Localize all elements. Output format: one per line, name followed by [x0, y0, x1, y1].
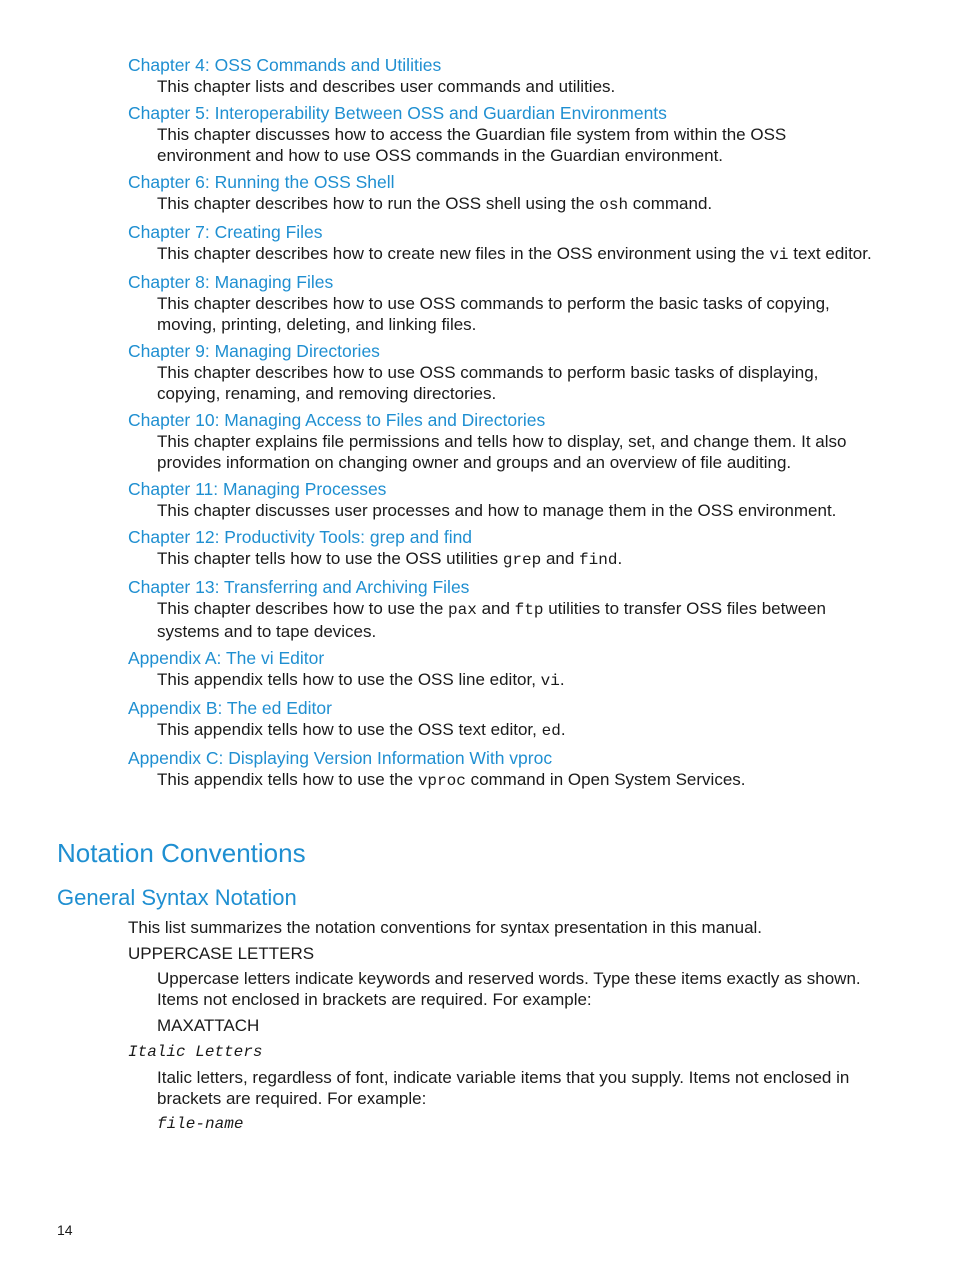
description-text: This appendix tells how to use the	[157, 770, 418, 789]
chapter-description	[157, 362, 878, 404]
command-name: pax	[448, 601, 477, 619]
toc-entry	[128, 171, 878, 216]
command-name: vproc	[417, 772, 466, 790]
toc-entry	[128, 102, 878, 166]
description-text: This chapter discusses user processes and how to manage them in the OSS environment.	[157, 501, 837, 520]
chapter-description	[157, 193, 878, 216]
toc-entry	[128, 340, 878, 404]
command-name: osh	[599, 196, 629, 214]
description-text: This chapter lists and describes user commands and utilities.	[157, 77, 616, 96]
chapter-link[interactable]: Chapter 8: Managing Files	[128, 272, 334, 292]
chapter-description	[157, 598, 878, 642]
toc-entry	[128, 221, 878, 266]
chapter-link[interactable]: Chapter 11: Managing Processes	[128, 479, 387, 499]
description-text: This chapter tells how to use the OSS utilities	[157, 549, 503, 568]
command-name: ed	[541, 722, 561, 740]
chapter-link[interactable]: Chapter 9: Managing Directories	[128, 341, 380, 361]
chapter-description	[157, 669, 878, 692]
italic-description: Italic letters, regardless of font, indicate variable items that you supply. Items not enclosed in brackets are required. For example:	[157, 1068, 850, 1108]
chapter-link[interactable]: Chapter 10: Managing Access to Files and Directories	[128, 410, 546, 430]
description-text: This chapter discusses how to access the Guardian file system from within the OSS environment and how to use OSS commands in the Guardian environment.	[157, 125, 787, 165]
description-text: This chapter describes how to use OSS commands to perform the basic tasks of copying, moving, printing, deleting, and linking files.	[157, 294, 830, 334]
syntax-notation-section	[128, 917, 878, 1141]
chapter-link[interactable]: Appendix A: The vi Editor	[128, 648, 325, 668]
italic-example: file-name	[157, 1115, 244, 1133]
chapter-link[interactable]: Appendix B: The ed Editor	[128, 698, 332, 718]
chapter-description	[157, 293, 878, 335]
toc-entry	[128, 747, 878, 792]
description-text: .	[560, 720, 566, 739]
toc-entry	[128, 526, 878, 571]
chapter-link[interactable]: Chapter 7: Creating Files	[128, 222, 323, 242]
command-name: vi	[540, 672, 560, 690]
toc-entry	[128, 54, 878, 97]
chapter-description	[157, 431, 878, 473]
description-text: This chapter explains file permissions and tells how to display, set, and change them. It also provides information on changing owner and groups and an overview of file auditing.	[157, 432, 847, 472]
toc-entry	[128, 271, 878, 335]
description-text: This chapter describes how to use OSS commands to perform basic tasks of displaying, copying, renaming, and removing directories.	[157, 363, 819, 403]
chapter-link[interactable]: Appendix C: Displaying Version Information With vproc	[128, 748, 553, 768]
command-name: vi	[769, 246, 789, 264]
chapter-description	[157, 719, 878, 742]
chapter-link[interactable]: Chapter 6: Running the OSS Shell	[128, 172, 395, 192]
chapter-description	[157, 500, 878, 521]
description-text: text editor.	[788, 244, 872, 263]
description-text: This appendix tells how to use the OSS text editor,	[157, 720, 542, 739]
description-text: command.	[628, 194, 713, 213]
general-syntax-notation-heading: General Syntax Notation	[57, 885, 297, 910]
description-text: This chapter describes how to create new files in the OSS environment using the	[157, 244, 770, 263]
chapter-link[interactable]: Chapter 5: Interoperability Between OSS and Guardian Environments	[128, 103, 667, 123]
page-number: 14	[57, 1222, 73, 1238]
chapter-description	[157, 548, 878, 571]
command-name: ftp	[514, 601, 544, 619]
description-text: and	[476, 599, 515, 618]
toc-entry	[128, 697, 878, 742]
command-name: grep	[502, 551, 542, 569]
italic-term: Italic Letters	[128, 1043, 263, 1061]
chapter-description	[157, 243, 878, 266]
description-text: This chapter describes how to run the OSS shell using the	[157, 194, 600, 213]
description-text: command in Open System Services.	[465, 770, 746, 789]
chapter-description	[157, 76, 878, 97]
description-text: This chapter describes how to use the	[157, 599, 449, 618]
toc-entry	[128, 647, 878, 692]
chapter-link[interactable]: Chapter 4: OSS Commands and Utilities	[128, 55, 442, 75]
description-text: and	[541, 549, 580, 568]
description-text: .	[617, 549, 623, 568]
toc-entry	[128, 478, 878, 521]
chapter-link[interactable]: Chapter 12: Productivity Tools: grep and find	[128, 527, 473, 547]
toc-entry	[128, 409, 878, 473]
description-text: utilities to transfer OSS files between systems and to tape devices.	[157, 599, 827, 641]
description-text: .	[559, 670, 565, 689]
uppercase-term: UPPERCASE LETTERS	[128, 944, 315, 963]
uppercase-description: Uppercase letters indicate keywords and reserved words. Type these items exactly as shown. Items not enclosed in brackets are required. For example:	[157, 969, 861, 1009]
notation-conventions-heading: Notation Conventions	[57, 838, 306, 868]
chapter-link[interactable]: Chapter 13: Transferring and Archiving Files	[128, 577, 470, 597]
toc-entry	[128, 576, 878, 642]
uppercase-example: MAXATTACH	[157, 1016, 260, 1035]
description-text: This appendix tells how to use the OSS line editor,	[157, 670, 541, 689]
chapter-description	[157, 124, 878, 166]
command-name: find	[579, 551, 618, 569]
syntax-intro: This list summarizes the notation conventions for syntax presentation in this manual.	[128, 918, 763, 937]
chapter-list	[128, 54, 878, 797]
chapter-description	[157, 769, 878, 792]
